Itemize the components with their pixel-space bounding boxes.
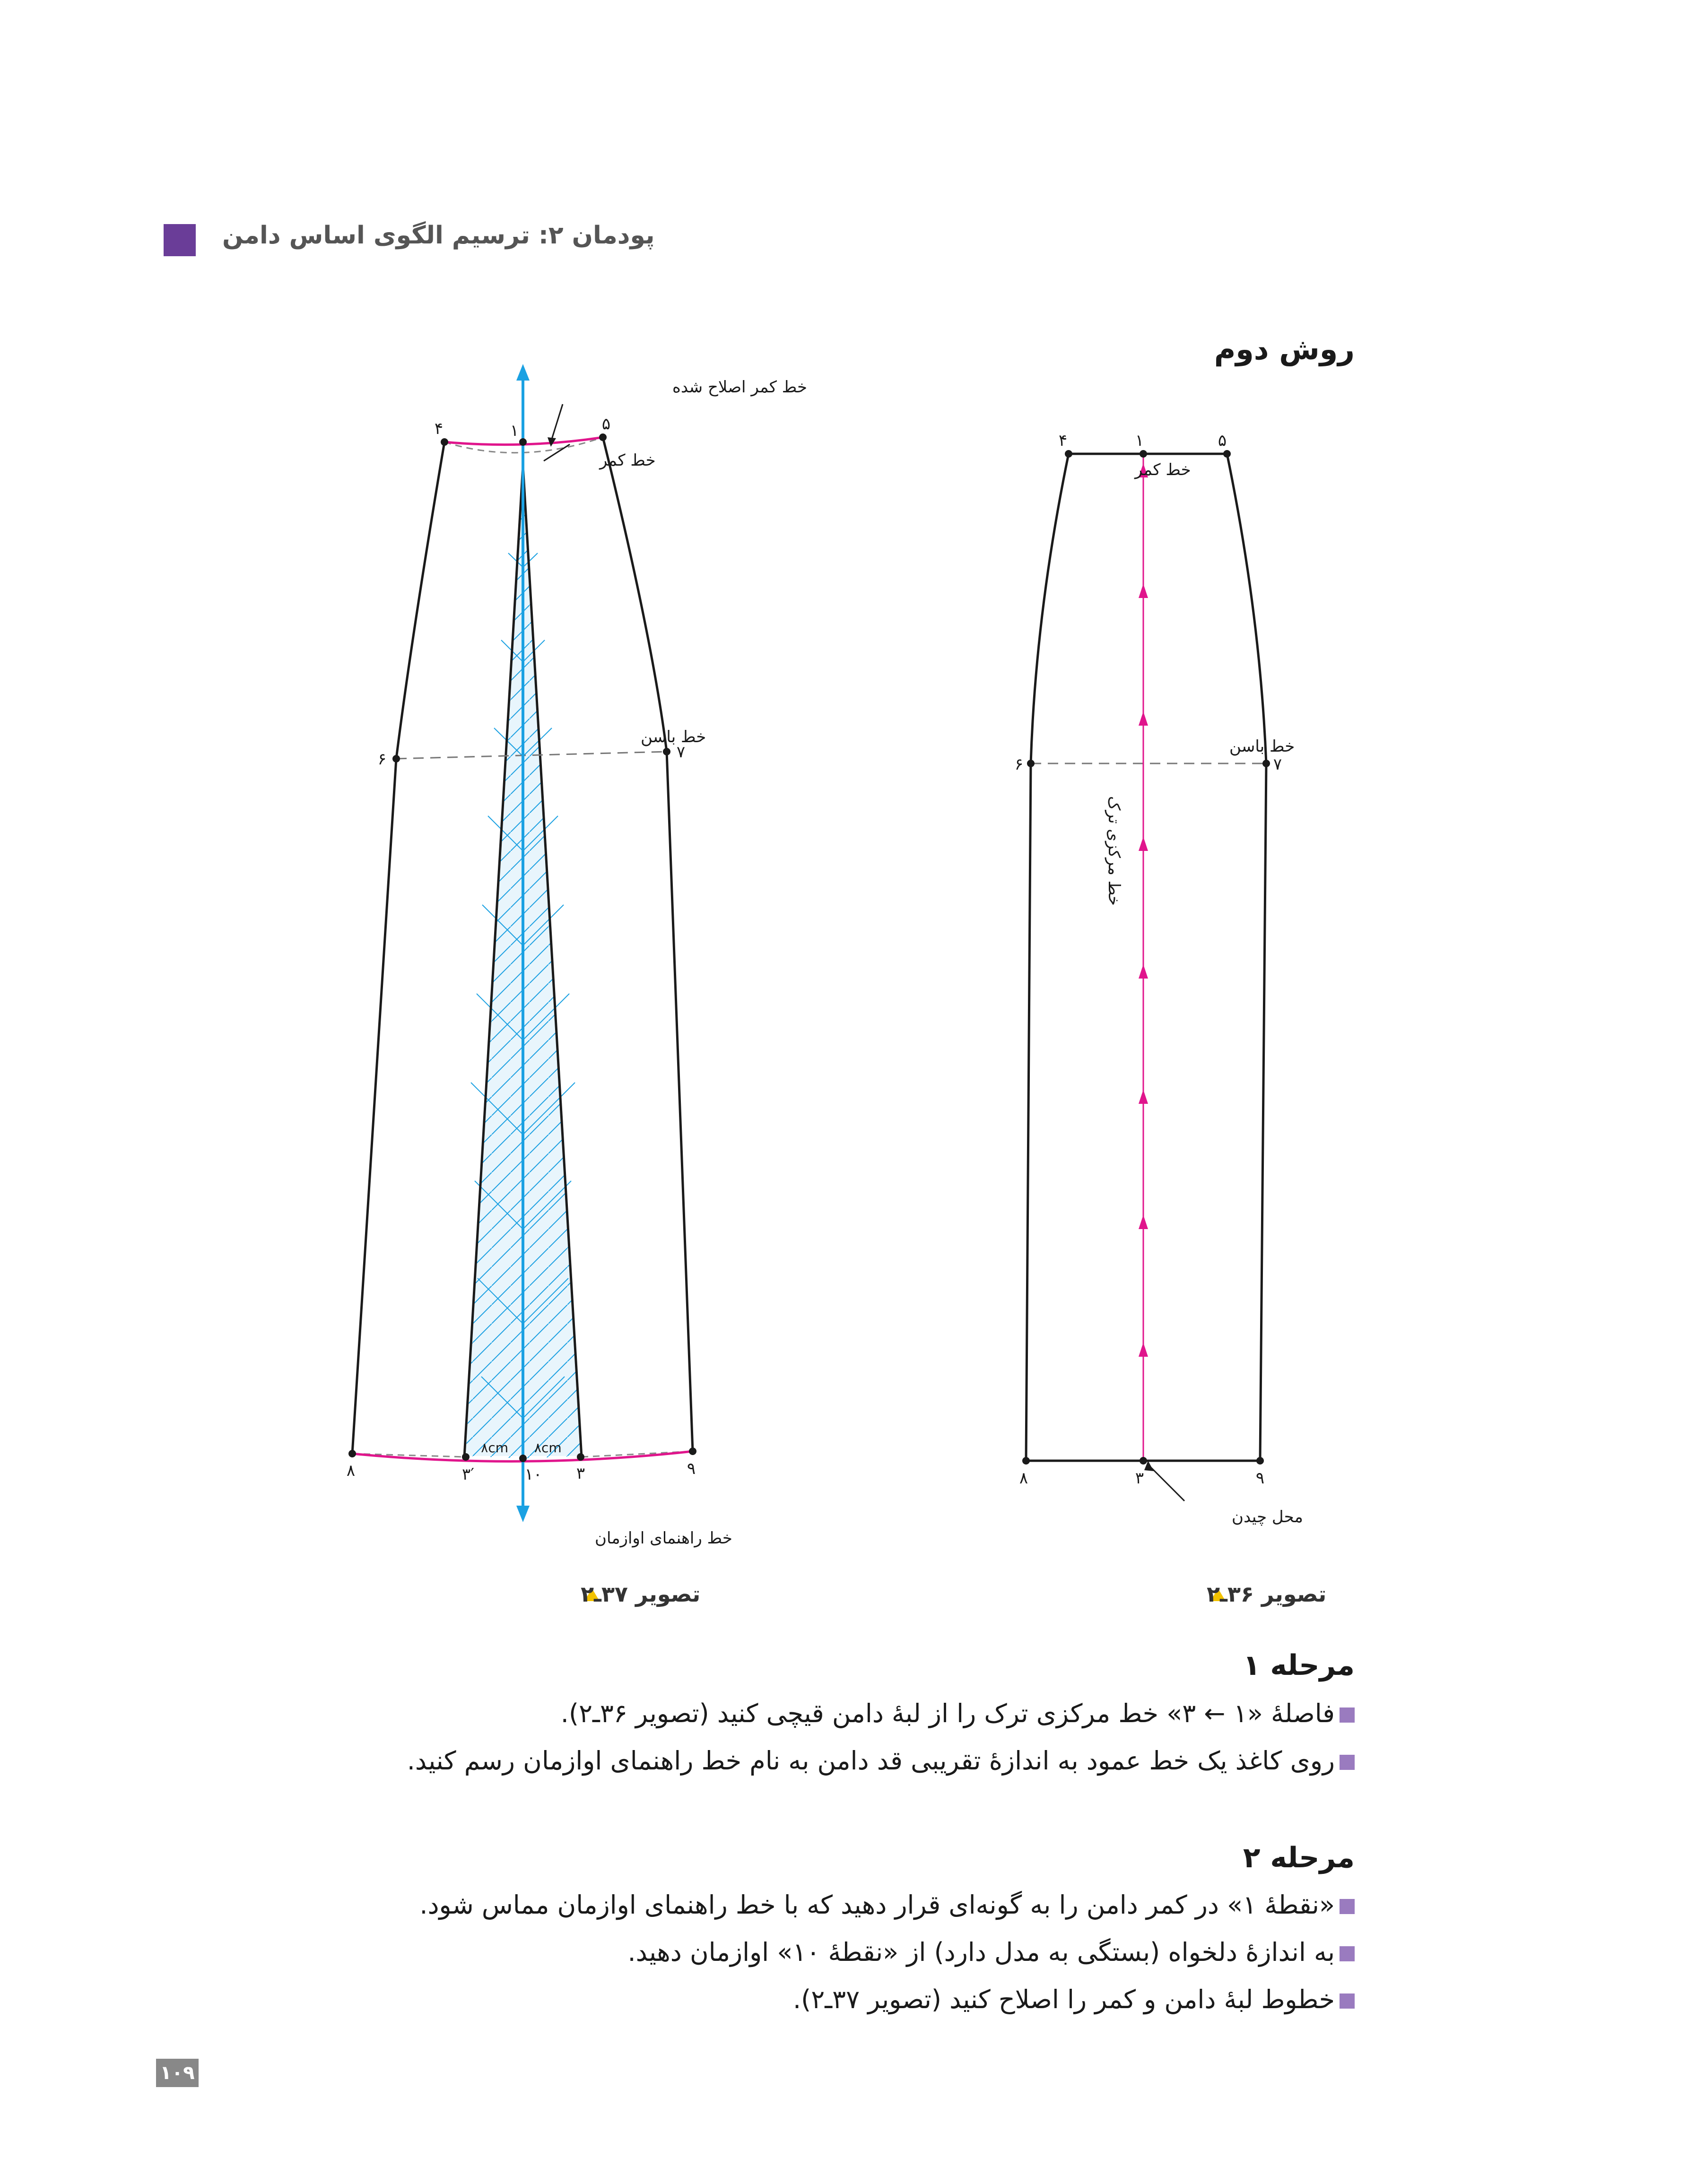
point-9-36: ۹ xyxy=(1255,1469,1265,1488)
point-5-37: ۵ xyxy=(601,415,611,433)
label-hip-37: خط باسن xyxy=(641,728,706,746)
skirt-left-outline xyxy=(352,442,444,1454)
corrected-waist-leader xyxy=(551,404,563,442)
points-36 xyxy=(1022,450,1270,1465)
label-corrected-waist: خط کمر اصلاح شده xyxy=(672,378,808,397)
step1-bullet-1 xyxy=(561,1697,1355,1730)
point-8-37: ۸ xyxy=(346,1461,356,1480)
step2-title: مرحله ۲ xyxy=(1243,1841,1355,1874)
point-9-37: ۹ xyxy=(687,1459,696,1478)
step1-bullet-1-text: فاصلهٔ «۱ ← ۳» خط مرکزی ترک را از لبهٔ دامن قیچی کنید (تصویر ۳۶ـ۲). xyxy=(560,1699,1335,1728)
page-number: ۱۰۹ xyxy=(156,2059,199,2087)
bullet-square-icon xyxy=(1340,1707,1355,1723)
flare-guide-arrow-down xyxy=(516,1506,530,1522)
step2-bullet-1-text: «نقطهٔ ۱» در کمر دامن را به گونه‌ای قرار دهید که با خط راهنمای اوازمان مماس شود. xyxy=(419,1890,1335,1920)
step1-title: مرحله ۱ xyxy=(1243,1649,1355,1682)
point-7-37: ۷ xyxy=(676,743,686,762)
label-waist-36: خط کمر xyxy=(1135,460,1191,479)
page-header-title: پودمان ۲: ترسیم الگوی اساس دامن xyxy=(222,221,655,250)
label-fold-place: محل چیدن xyxy=(1232,1508,1303,1526)
skirt36-outline xyxy=(1026,454,1266,1461)
point-10-37: ۱۰ xyxy=(524,1465,542,1484)
point-7-36: ۷ xyxy=(1273,755,1282,774)
bullet-square-icon xyxy=(1340,1899,1355,1914)
point-4-36: ۴ xyxy=(1058,431,1068,450)
caption-figure-36: تصویر ۳۶ـ۲ xyxy=(1207,1581,1327,1607)
skirt-right-outline xyxy=(603,437,693,1451)
point-3prime-37: ۳′ xyxy=(462,1465,474,1484)
point-1-36: ۱ xyxy=(1135,431,1144,450)
point-6-37: ۶ xyxy=(377,750,387,769)
point-3-37: ۳ xyxy=(576,1464,585,1483)
bullet-square-icon xyxy=(1340,1946,1355,1961)
step2-bullet-2 xyxy=(627,1936,1355,1969)
label-8cm-right: ۸cm xyxy=(534,1440,562,1456)
point-6-36: ۶ xyxy=(1014,755,1024,774)
figure-36 xyxy=(1015,431,1326,1607)
label-flare-guide: خط راهنمای اوازمان xyxy=(595,1529,732,1548)
point-5-36: ۵ xyxy=(1218,431,1227,450)
label-hip-36: خط باسن xyxy=(1229,737,1295,756)
bullet-square-icon xyxy=(1340,1755,1355,1770)
flare-guide-arrow-up xyxy=(516,364,530,381)
point-3-36: ۳ xyxy=(1135,1469,1144,1488)
label-waist-37: خط کمر xyxy=(600,451,656,470)
point-4-37: ۴ xyxy=(434,419,444,438)
step2-bullet-1 xyxy=(419,1889,1355,1922)
step2-bullet-3 xyxy=(793,1983,1355,2016)
step1-bullet-2-text: روی کاغذ یک خط عمود به اندازهٔ تقریبی قد دامن به نام خط راهنمای اوازمان رسم کنید. xyxy=(407,1746,1335,1776)
fold-leader xyxy=(1149,1465,1184,1501)
bullet-square-icon xyxy=(1340,1993,1355,2009)
section-title: روش دوم xyxy=(1214,332,1355,366)
point-1-37: ۱ xyxy=(510,421,519,440)
waist-leader-37 xyxy=(544,444,570,461)
step2-bullet-3-text: خطوط لبهٔ دامن و کمر را اصلاح کنید (تصویر ۳۷ـ۲). xyxy=(793,1985,1335,2014)
step1-bullet-2 xyxy=(407,1744,1355,1777)
label-center-crack: خط مرکزی ترک xyxy=(1105,796,1123,906)
label-8cm-left: ۸cm xyxy=(481,1440,508,1456)
figure-37 xyxy=(347,364,807,1607)
point-8-36: ۸ xyxy=(1019,1469,1028,1488)
caption-figure-37: تصویر ۳۷ـ۲ xyxy=(581,1581,701,1607)
step2-bullet-2-text: به اندازهٔ دلخواه (بستگی به مدل دارد) از «نقطهٔ ۱۰» اوازمان دهید. xyxy=(627,1937,1335,1967)
